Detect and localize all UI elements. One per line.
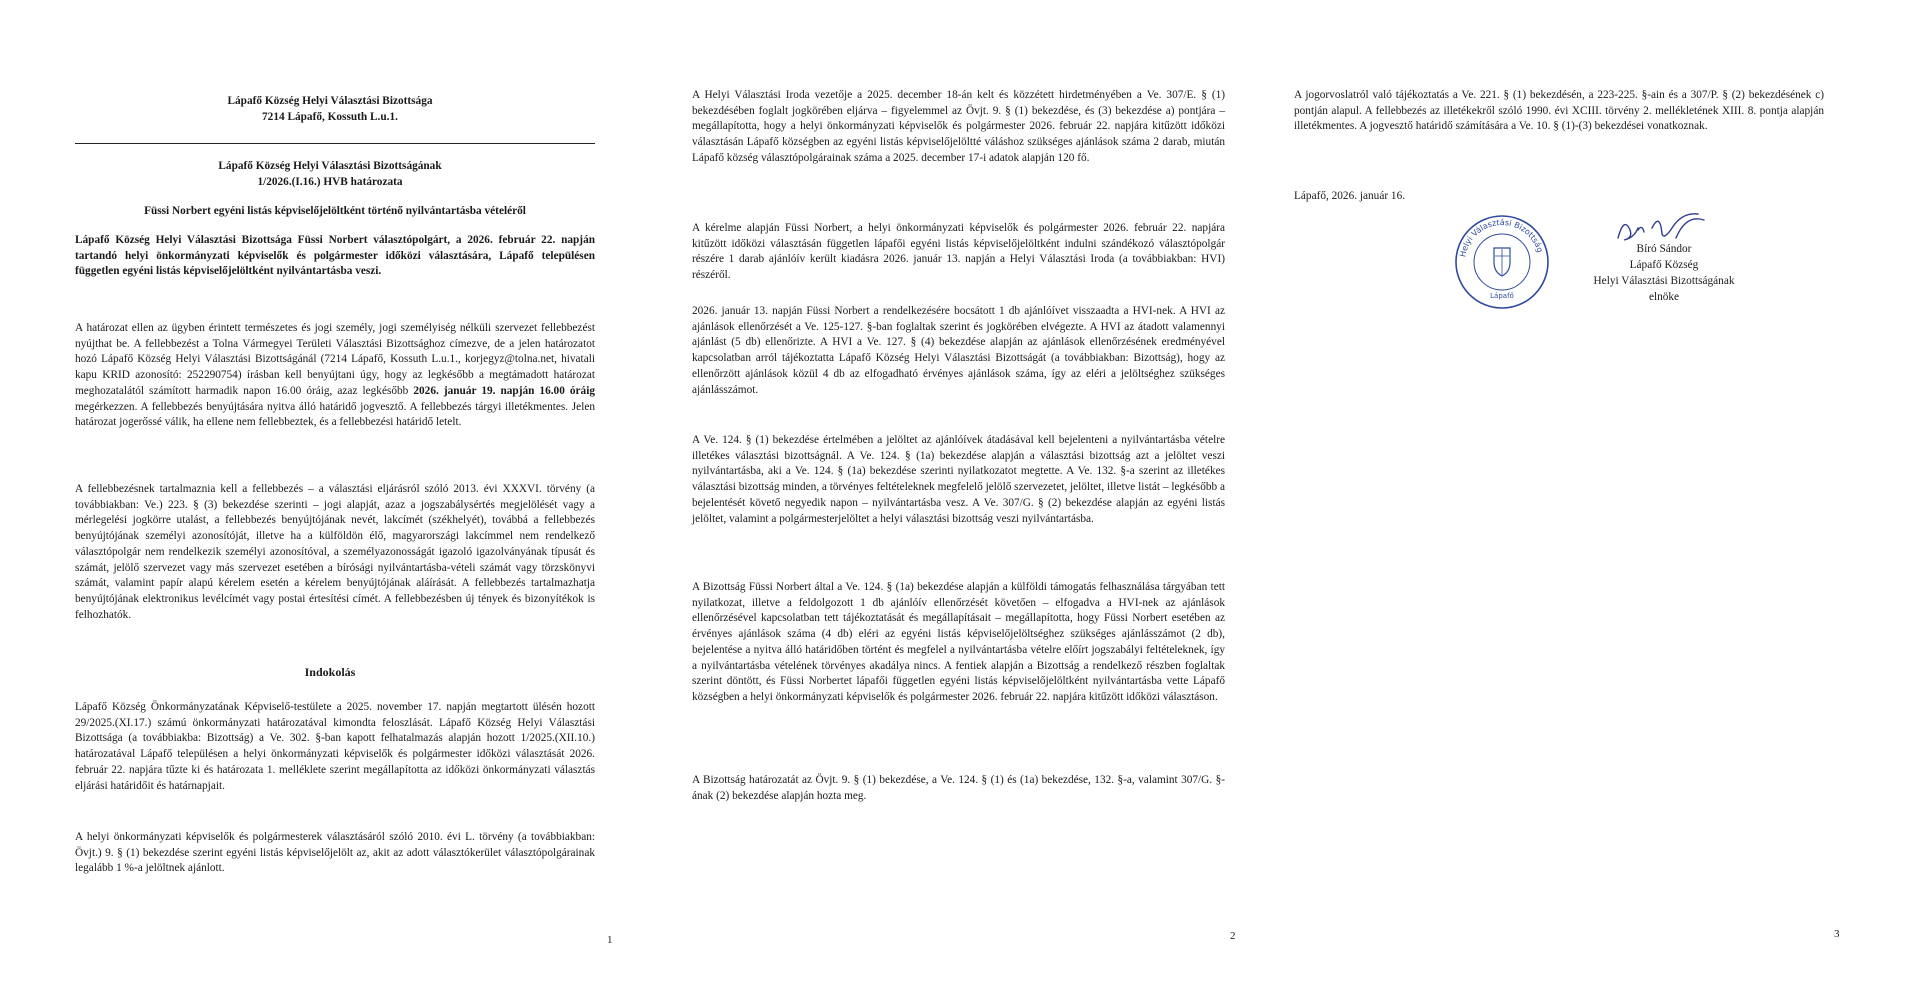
reasoning-paragraph-2: A helyi önkormányzati képviselők és polgármesterek választásáról szóló 2010. évi L. törvény (a továbbiakban: Övjt.) 9. § (1) bekezdése szerint egyéni listás képviselőjelölt az, akit az adott választókerület választópolgárainak legalább 1 %-a jelöltnek ajánlott. xyxy=(75,831,595,875)
stamp-text: Helyi Választási Bizottság xyxy=(1458,217,1545,258)
decision-text: Lápafő Község Helyi Választási Bizottsága Füssi Norbert választópolgárt, a 2026. február 22. napján tartandó helyi önkormányzati képviselők és polgármester időközi választására, Lápafő településen független egyéni listás képviselőjelöltként nyilvántartásba veszi. xyxy=(75,234,595,278)
place-date: Lápafő, 2026. január 16. xyxy=(1294,190,1406,202)
svg-text:Helyi Választási Bizottság xyxy=(1458,218,1544,258)
header-rule xyxy=(75,143,595,144)
org-name: Lápafő Község Helyi Választási Bizottsága xyxy=(227,95,433,107)
reasoning-heading: Indokolás xyxy=(304,665,356,679)
appeal-paragraph xyxy=(75,321,595,431)
signatory-name: Bíró Sándor xyxy=(1636,243,1692,255)
page-number-2: 2 xyxy=(1230,930,1236,942)
p2-paragraph-5: A Bizottság Füssi Norbert által a Ve. 124. § (1a) bekezdése alapján a külföldi támogatás felhasználása tárgyában tett nyilatkozat, illetve a feldolgozott 1 db ajánlóív ellenőrzését követően – elfogadva a HVI-nek az ajánlások ellenőrzésével kapcsolatban tett tájékoztatását és megállapításait – megállapította, hogy Füssi Norbert esetében az érvényes ajánlások száma (4 db) eléri az egyéni listás képviselőjelöltséghez szükséges ajánlásszámot (2 db), bejelentése a nyitva álló határidőben történt és megfelel a nyilvántartásba vételre előírt jogszabályi feltételeknek, így a nyilvántartásba vételének törvényes akadálya nincs. A fentiek alapján a Bizottság a rendelkező részben foglaltak szerint döntött, és Füssi Norbertet lápafői független egyéni listás képviselőjelöltként nyilvántartásba vette Lápafő községben a helyi önkormányzati képviselők és polgármester 2026. február 22. napjára kitűzött időközi választáson. xyxy=(692,581,1225,703)
appeal-text-1: A határozat ellen az ügyben érintett természetes és jogi személy, jogi személyiség nélküli szervezet fellebbezést nyújthat be. A fellebbezést a Tolna Vármegyei Területi Választási Bizottsághoz címezve, de a jelen határozatot hozó Lápafő Község Helyi Választási Bizottságánál (7214 Lápafő, Kossuth L.u.1., korjegyz@tolna.net, hivatali kapu KRID azonosító: 252290754) írásban kell benyújtani úgy, hogy az legkésőbb a megtámadott határozat meghozatalától számított harmadik napon 16.00 óráig, azaz legkésőbb xyxy=(75,322,595,397)
appeal-deadline: 2026. január 19. napján 16.00 óráig xyxy=(413,384,595,397)
signatory-role: elnöke xyxy=(1648,291,1680,303)
official-stamp xyxy=(1452,212,1552,312)
p2-paragraph-2: A kérelme alapján Füssi Norbert, a helyi önkormányzati képviselők és polgármester 2026. február 22. napjára kitűzött időközi választásán független lápafői egyéni listás képviselőjelöltként indulni szándékozó választópolgár részére 1 darab ajánlóív került kiadásra 2026. január 13. napján a Helyi Választási Iroda (a továbbiakban: HVI) részéről. xyxy=(692,222,1225,282)
stamp-place: Lápafő xyxy=(1490,292,1514,300)
page-3 xyxy=(1294,0,1920,987)
decision-title-line1: Lápafő Község Helyi Választási Bizottságának xyxy=(218,160,442,172)
page-number-3: 3 xyxy=(1834,928,1840,940)
decision-title-line2: 1/2026.(I.16.) HVB határozata xyxy=(257,176,403,188)
decision-subject: Füssi Norbert egyéni listás képviselőjelöltként történő nyilvántartásba vételéről xyxy=(144,205,526,217)
page-number-1: 1 xyxy=(607,934,613,946)
org-address: 7214 Lápafő, Kossuth L.u.1. xyxy=(262,111,398,123)
page-2 xyxy=(652,0,1292,987)
p2-paragraph-3: 2026. január 13. napján Füssi Norbert a rendelkezésére bocsátott 1 db ajánlóívet visszaadta a HVI-nek. A HVI az ajánlások ellenőrzését a Ve. 125-127. §-ban foglaltak szerint és jogkörében elvégezte. A HVI az átadott valamennyi ajánlást (5 db) ellenőrizte. A HVI a Ve. 127. § (4) bekezdése alapján az ajánlások ellenőrzésének eredményével kapcsolatban arról tájékoztatta Lápafő Község Helyi Választási Bizottságát (a továbbiakban: Bizottság), hogy az ellenőrzött ajánlások közül 4 db az elfogadható érvényes ajánlások száma, így az eléri a jelöltséghez szükséges ajánlásszámot. xyxy=(692,305,1225,396)
reasoning-paragraph-1: Lápafő Község Önkormányzatának Képviselő-testülete a 2025. november 17. napján megtartott ülésén hozott 29/2025.(XI.17.) számú önkormányzati határozatával kimondta feloszlását. Lápafő Község Helyi Választási Bizottsága (a továbbiakba: Bizottság) a Ve. 302. §-ban kapott felhatalmazás alapján hozott 1/2025.(XII.10.) határozatával Lápafő településen a helyi önkormányzati képviselők és polgármester időközi választását 2026. február 22. napjára tűzte ki és határozata 1. melléklete szerint megállapította az időközi önkormányzati választás eljárási határidőit és határnapjait. xyxy=(75,701,595,792)
p2-paragraph-6: A Bizottság határozatát az Övjt. 9. § (1) bekezdése, a Ve. 124. § (1) és (1a) bekezdése, 132. §-a, valamint 307/G. §-ának (2) bekezdése alapján hozta meg. xyxy=(692,774,1225,802)
signatory-org-1: Lápafő Község xyxy=(1629,259,1699,271)
appeal-content-paragraph: A fellebbezésnek tartalmaznia kell a fellebbezés – a választási eljárásról szóló 2013. évi XXXVI. törvény (a továbbiakban: Ve.) 223. § (3) bekezdése szerinti – jogi alapját, azaz a jogszabálysértés megjelölését vagy a mérlegelési jogkörre utalást, a fellebbezés benyújtójának nevét, lakcímét (székhelyét), továbbá a fellebbezés benyújtójának személyi azonosítóját, illetve ha a külföldön élő, magyarországi lakcímmel nem rendelkező választópolgár nem rendelkezik személyi azonosítóval, a személyazonosságát igazoló igazolványának típusát és számát, jelölő szervezet vagy más szervezet esetében a bírósági nyilvántartásba-vételi számát vagy törzskönyvi számát, valamint papír alapú kérelem esetén a kérelem benyújtójának aláírását. A fellebbezés tartalmazhatja benyújtójának elektronikus levélcímét vagy postai értesítési címét. A fellebbezésben új tények és bizonyítékok is felhozhatók. xyxy=(75,483,595,621)
p2-paragraph-1: A Helyi Választási Iroda vezetője a 2025. december 18-án kelt és közzétett hirdetményében a Ve. 307/E. § (1) bekezdésében foglalt jogkörében eljárva – figyelemmel az Övjt. 9. § (1) bekezdése, és (3) bekezdése a) pontjára – megállapította, hogy a helyi önkormányzati képviselők és polgármester 2026. február 22. napjára kitűzött időközi választásán Lápafő községben az egyéni listás képviselőjelöltté váláshoz szükséges ajánlások száma 2 darab, miután Lápafő község választópolgárainak száma a 2025. december 17-i adatok alapján 120 fő. xyxy=(692,89,1225,164)
p2-paragraph-4: A Ve. 124. § (1) bekezdése értelmében a jelöltet az ajánlóívek átadásával kell bejelenteni a nyilvántartásba vételre illetékes választási bizottságnál. A Ve. 124. § (1a) bekezdése alapján a választási bizottság azt a jelöltet veszi nyilvántartásba, aki a Ve. 124. § (1a) bekezdése szerinti nyilatkozatot megtette. A Ve. 132. §-a szerint az illetékes választási bizottság minden, a törvényes feltételeknek megfelelő jelölő szervezetet, jelöltet, illetve listát – legkésőbb a bejelentését követő negyedik napon – nyilvántartásba vesz. A Ve. 307/G. § (2) bekezdése alapján az egyéni listás jelöltet, valamint a polgármesterjelöltet a helyi választási bizottság veszi nyilvántartásba. xyxy=(692,434,1225,525)
p3-remedy-paragraph: A jogorvoslatról való tájékoztatás a Ve. 221. § (1) bekezdésén, a 223-225. §-ain és a 307/P. § (2) bekezdésének c) pontján alapul. A fellebbezés az illetékekről szóló 1990. évi XCIII. törvény 2. mellékletének XIII. 8. pontja alapján illetékmentes. A jogvesztő határidő számítására a Ve. 10. § (1)-(3) bekezdései vonatkoznak. xyxy=(1294,89,1824,133)
signatory-org-2: Helyi Választási Bizottságának xyxy=(1593,275,1735,287)
appeal-text-2: megérkezzen. A fellebbezés benyújtására nyitva álló határidő jogvesztő. A fellebbezés tárgyi illetékmentes. Jelen határozat jogerőssé válik, ha ellene nem fellebbeztek, és a fellebbezési határidő letelt. xyxy=(75,400,595,429)
page-1 xyxy=(0,0,650,987)
